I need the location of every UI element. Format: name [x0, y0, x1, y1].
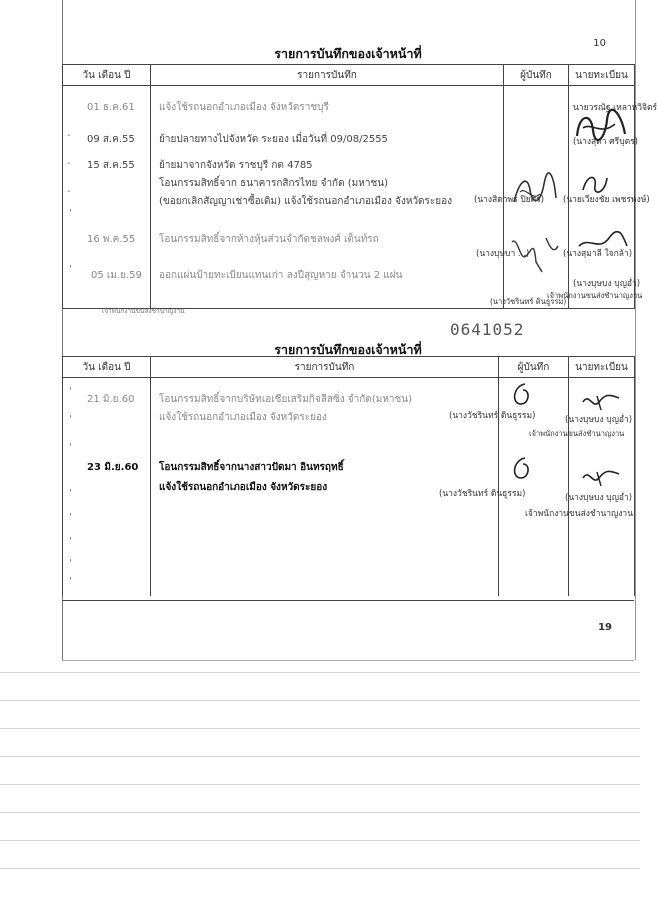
recorder-name: (นางบุษบา ...)	[476, 249, 530, 259]
footer-title: เจ้าพนักงานขนส่งชำนาญงาน	[102, 307, 185, 315]
header-recorder: ผู้บันทึก	[504, 65, 569, 86]
row-entry-line2: แจ้งใช้รถนอกอำเภอเมือง จังหวัดระยอง	[159, 482, 328, 493]
registrar-signature	[575, 228, 631, 258]
registrar-signature	[579, 388, 623, 414]
row-entry: ย้ายมาจากจังหวัด ราชบุรี กต 4785	[159, 160, 313, 171]
recorder-name: (นางวัชรินทร์ ดินธูรรม)	[449, 411, 536, 421]
row-entry: โอนกรรมสิทธิ์จากบริษัทเอเชียเสริมกิจลีสซิ่ง จำกัด(มหาชน)	[159, 394, 413, 405]
registrar-signature	[571, 106, 631, 146]
recorder-name: (นางวัชรินทร์ ดินธูรรม)	[490, 297, 567, 306]
header-entry: รายการบันทึก	[151, 65, 504, 86]
row-date: 23 มิ.ย.60	[87, 462, 139, 473]
sheet-title: รายการบันทึกของเจ้าหน้าที่	[274, 342, 422, 357]
row-date: 21 มิ.ย.60	[87, 394, 135, 405]
stamp-number: 0641052	[450, 320, 525, 339]
registrar-title: เจ้าพนักงานขนส่งชำนาญงาน	[525, 509, 634, 519]
header-recorder: ผู้บันทึก	[499, 357, 569, 378]
header-registrar: นายทะเบียน	[569, 357, 635, 378]
page-number: 10	[593, 38, 606, 49]
registrar-name: นายวรณัฐ เหลาหวิจิตร์	[573, 103, 657, 113]
row-entry-line2: โอนกรรมสิทธิ์จาก ธนาคารกสิกรไทย จำกัด (มหาชน)	[159, 178, 389, 189]
row-entry-line3: (ขอยกเลิกสัญญาเช่าซื้อเดิม) แจ้งใช้รถนอกอำเภอเมือง จังหวัดระยอง	[159, 196, 453, 207]
row-date: 16 พ.ค.55	[87, 234, 136, 245]
recorder-signature	[507, 454, 537, 484]
row-entry: ย้ายปลายทางไปจังหวัด ระยอง เมื่อวันที่ 09/08/2555	[159, 134, 388, 145]
row-entry: ออกแผ่นป้ายทะเบียนแทนเก่า ลงปีสุญหาย จำนวน 2 แผ่น	[159, 270, 403, 281]
row-date: 09 ส.ค.55	[87, 134, 135, 145]
row-entry: โอนกรรมสิทธิ์จากนางสาวปัดมา อินทรฤทธิ์	[159, 462, 344, 473]
row-date: 15 ส.ค.55	[87, 160, 135, 171]
recorder-signature	[510, 172, 560, 212]
header-date: วัน เดือน ปี	[63, 357, 151, 378]
registrar-name: (นางบุษบง บุญอ่ำ)	[565, 415, 633, 425]
registrar-title: เจ้าพนักงานขนส่งชำนาญงาน	[529, 429, 625, 438]
recorder-name: (นางวัชรินทร์ ดินธูรรม)	[439, 489, 526, 499]
registrar-title: เจ้าพนักงานขนส่งชำนาญงาน	[547, 291, 643, 300]
page-bottom-edge	[62, 660, 634, 661]
registrar-name: (นางบุษบง บุญอ่ำ)	[565, 493, 633, 503]
header-date: วัน เดือน ปี	[63, 65, 151, 86]
header-entry: รายการบันทึก	[151, 357, 499, 378]
record-table: วัน เดือน ปี รายการบันทึก ผู้บันทึก นายทะเบียน 01 ธ.ค.61 09 ส.ค.55 15 ส.ค.55 16 พ.ค.55 05 เม.ย.59 - - - ' ' แจ้งใช้รถนอกอำเภอเมือง จังหวัดราชบุรี ย้ายปลายทางไปจังหวัด ระยอง เมื่อวันที่ 09/08/2555 ย้ายมาจากจังหวัด ราชบุรี กต 4785 โอนกรรมสิทธิ์จาก ธนาคารกสิกรไทย จำกัด (มหาชน) (ขอยกเลิกสัญญาเช่าซื้อเดิม) แจ้งใช้รถนอกอำเภอเมือง จังหวัดระยอง โอนกรรมสิทธิ์จากห้างหุ้นส่วนจำกัดชลพงศ์ เต็นท์รถ ออกแผ่นป้ายทะเบียนแทนเก่า ลงปีสุญหาย จำนวน 2 แผ่น (นางสิดาพร ปิยศร) (นางบุษบา ...) (นางวัชรินทร์ ดินธูรรม) นายวรณัฐ เหลาหวิจิตร์ (นางสุดา ศรีบุตร) (นายเวียงชัย เพชรพงษ์) (นางสุมาลี ใจกล้า) (นางบุษบง บุญอ่ำ) เจ้าพนักงานขนส่งชำนาญงาน	[62, 64, 635, 309]
row-entry: โอนกรรมสิทธิ์จากห้างหุ้นส่วนจำกัดชลพงศ์ เต็นท์รถ	[159, 234, 379, 245]
recorder-name: (นางสิดาพร ปิยศร)	[474, 195, 545, 205]
row-entry-line2: แจ้งใช้รถนอกอำเภอเมือง จังหวัดระยอง	[159, 412, 327, 423]
registrar-signature	[575, 168, 615, 198]
registrar-name: (นายเวียงชัย เพชรพงษ์)	[563, 195, 650, 205]
recorder-signature	[507, 380, 537, 410]
row-date: 01 ธ.ค.61	[87, 102, 135, 113]
registrar-signature	[579, 464, 623, 490]
row-entry: แจ้งใช้รถนอกอำเภอเมือง จังหวัดราชบุรี	[159, 102, 329, 113]
record-table: วัน เดือน ปี รายการบันทึก ผู้บันทึก นายทะเบียน 21 มิ.ย.60 23 มิ.ย.60 ' ' ' ' ' ' ' ' โอนกรรมสิทธิ์จากบริษัทเอเชียเสริมกิจลีสซิ่ง จำกัด(มหาชน) แจ้งใช้รถนอกอำเภอเมือง จังหวัดระยอง โอนกรรมสิทธิ์จากนางสาวปัดมา อินทรฤทธิ์ แจ้งใช้รถนอกอำเภอเมือง จังหวัดระยอง (นางวัชรินทร์ ดินธูรรม) (นางวัชรินทร์ ดินธูรรม) (นางบุษบง บุญอ่ำ) เจ้าพนักงานขนส่งชำนาญงาน (นางบุษบง บุญอ่ำ) เจ้าพนักงานขนส่งชำนาญงาน	[62, 356, 635, 596]
registrar-name: (นางสุดา ศรีบุตร)	[573, 137, 638, 147]
page-number: 19	[598, 622, 612, 633]
row-date: 05 เม.ย.59	[91, 270, 142, 281]
recorder-signature	[506, 232, 562, 278]
sheet-title: รายการบันทึกของเจ้าหน้าที่	[274, 46, 422, 61]
registrar-name: (นางบุษบง บุญอ่ำ)	[573, 279, 641, 289]
header-registrar: นายทะเบียน	[569, 65, 635, 86]
registrar-name: (นางสุมาลี ใจกล้า)	[563, 249, 633, 259]
